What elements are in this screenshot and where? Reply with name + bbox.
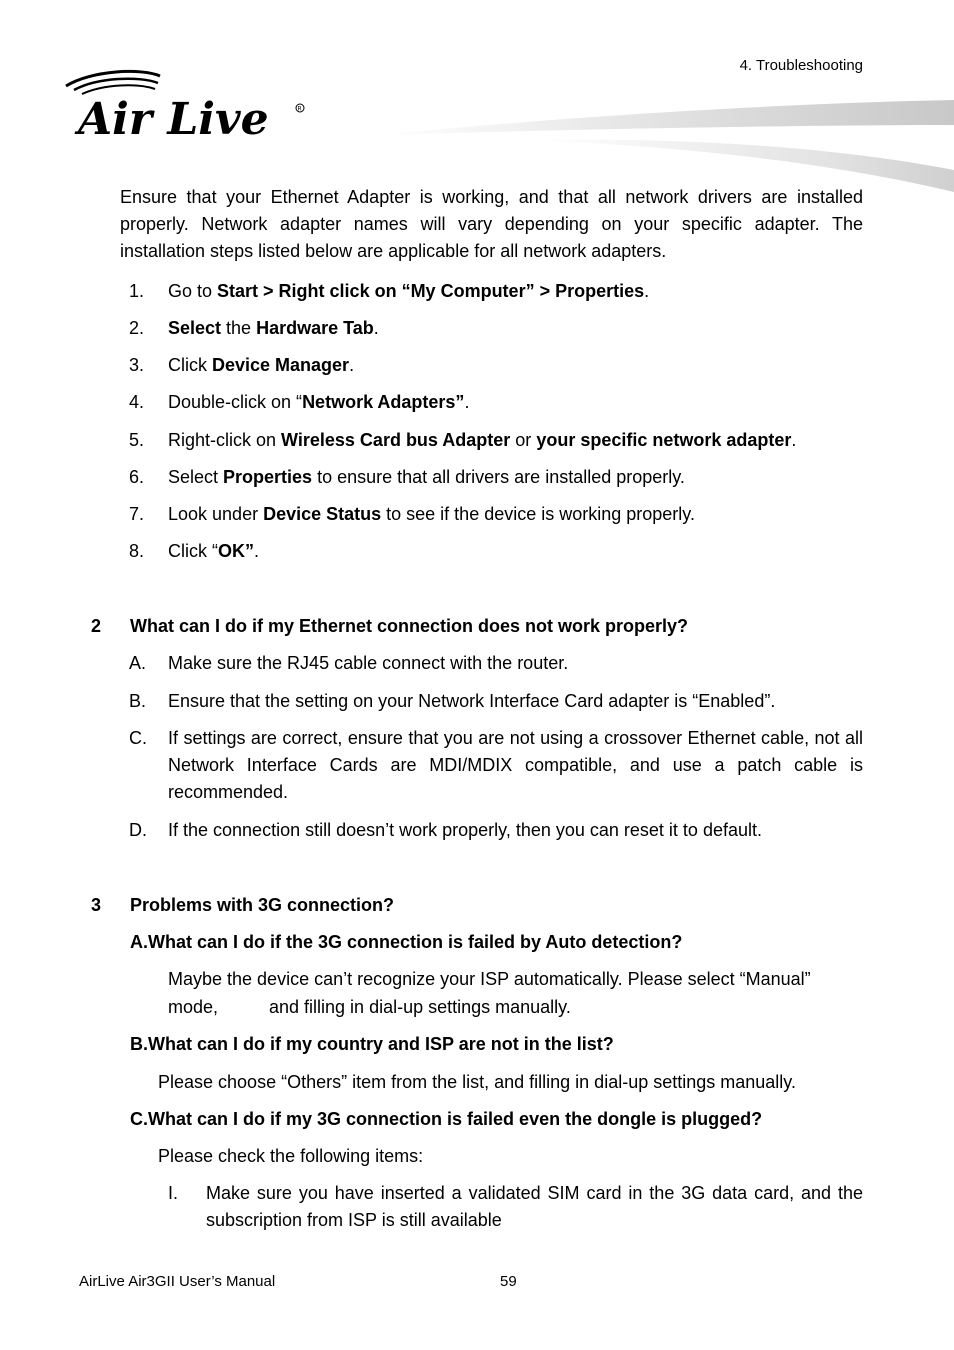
step-text [168, 427, 863, 454]
step-number: 6. [129, 467, 145, 487]
step-plain-text: Select [168, 467, 224, 487]
step-text [168, 315, 863, 342]
list-item: Make sure you have inserted a validated SIM card in the 3G data card, and the subscription from ISP is still available [206, 1183, 863, 1230]
step-text [168, 501, 863, 528]
step-bold-text: OK” [218, 541, 254, 561]
list-item: Ensure that the setting on your Network Interface Card adapter is “Enabled”. [168, 691, 776, 711]
step-bold-text: Network Adapters” [302, 392, 465, 412]
step-number: 8. [129, 541, 145, 561]
list-letter: D. [129, 820, 147, 840]
step-number: 5. [129, 430, 145, 450]
step-bold-text: Select [168, 318, 222, 338]
step-plain-text: to see if the device is working properly. [381, 504, 695, 524]
svg-text:Air Live: Air Live [78, 94, 269, 140]
step-plain-text: Look under [168, 504, 264, 524]
question-title: What can I do if my Ethernet connection does not work properly? [130, 616, 689, 636]
step-plain-text: Click [168, 355, 212, 375]
step-text [168, 538, 863, 565]
step-plain-text: . [464, 392, 470, 412]
step-text [168, 352, 863, 379]
question-number: 3 [91, 895, 102, 915]
list-letter: C. [129, 728, 147, 748]
chapter-heading: 4. Troubleshooting [739, 57, 863, 74]
header-swoosh-decoration [380, 95, 954, 195]
list-letter: B. [129, 691, 147, 711]
list-item: If settings are correct, ensure that you are not using a crossover Ethernet cable, not all Network Interface Cards are MDI/MDIX compatible, and use a patch cable is recommended. [168, 728, 863, 802]
subquestion-title: B.What can I do if my country and ISP are not in the list? [130, 1034, 614, 1054]
list-letter: A. [129, 653, 147, 673]
list-item: If the connection still doesn’t work properly, then you can reset it to default. [168, 820, 762, 840]
question-number: 2 [91, 616, 102, 636]
step-bold-text: Wireless Card bus Adapter [281, 430, 511, 450]
step-plain-text: . [373, 318, 379, 338]
step-text [168, 464, 863, 491]
step-plain-text: . [349, 355, 355, 375]
step-number: 7. [129, 504, 145, 524]
step-text [168, 389, 863, 416]
step-bold-text: Properties [223, 467, 313, 487]
step-plain-text: or [510, 430, 537, 450]
answer-text: Please choose “Others” item from the list, and filling in dial-up settings manually. [158, 1072, 796, 1092]
subquestion-title: C.What can I do if my 3G connection is failed even the dongle is plugged? [130, 1109, 763, 1129]
step-plain-text: Right-click on [168, 430, 282, 450]
step-text [168, 278, 863, 305]
list-number: I. [168, 1183, 179, 1203]
page-number: 59 [500, 1273, 517, 1290]
step-plain-text: . [644, 281, 650, 301]
subquestion-title: A.What can I do if the 3G connection is failed by Auto detection? [130, 932, 683, 952]
step-plain-text: Go to [168, 281, 218, 301]
question-title: Problems with 3G connection? [130, 895, 395, 915]
answer-text: and filling in dial-up settings manually. [269, 997, 571, 1017]
answer-text: Maybe the device can’t recognize your ISP automatically. Please select “Manual” [168, 969, 811, 989]
step-plain-text: the [221, 318, 257, 338]
step-plain-text: Click “ [168, 541, 218, 561]
footer-manual-title: AirLive Air3GII User’s Manual [79, 1273, 276, 1290]
step-plain-text: Double-click on “ [168, 392, 303, 412]
step-bold-text: Device Status [263, 504, 382, 524]
step-number: 4. [129, 392, 145, 412]
svg-text:R: R [297, 105, 302, 113]
step-bold-text: your specific network adapter [536, 430, 792, 450]
step-bold-text: Hardware Tab [256, 318, 374, 338]
list-item: Make sure the RJ45 cable connect with the router. [168, 653, 569, 673]
answer-text: mode, [168, 997, 219, 1017]
step-plain-text: . [254, 541, 260, 561]
step-plain-text: to ensure that all drivers are installed properly. [312, 467, 685, 487]
step-number: 2. [129, 318, 145, 338]
step-plain-text: . [791, 430, 797, 450]
airlive-logo [62, 68, 312, 140]
step-bold-text: Start > Right click on “My Computer” > Properties [217, 281, 645, 301]
step-number: 3. [129, 355, 145, 375]
step-bold-text: Device Manager [212, 355, 350, 375]
answer-text: Please check the following items: [158, 1146, 424, 1166]
step-number: 1. [129, 281, 145, 301]
intro-paragraph: Ensure that your Ethernet Adapter is working, and that all network drivers are installed properly. Network adapter names will vary depending on your specific adapter. The installation steps listed below are applicable for all network adapters. [120, 187, 863, 261]
